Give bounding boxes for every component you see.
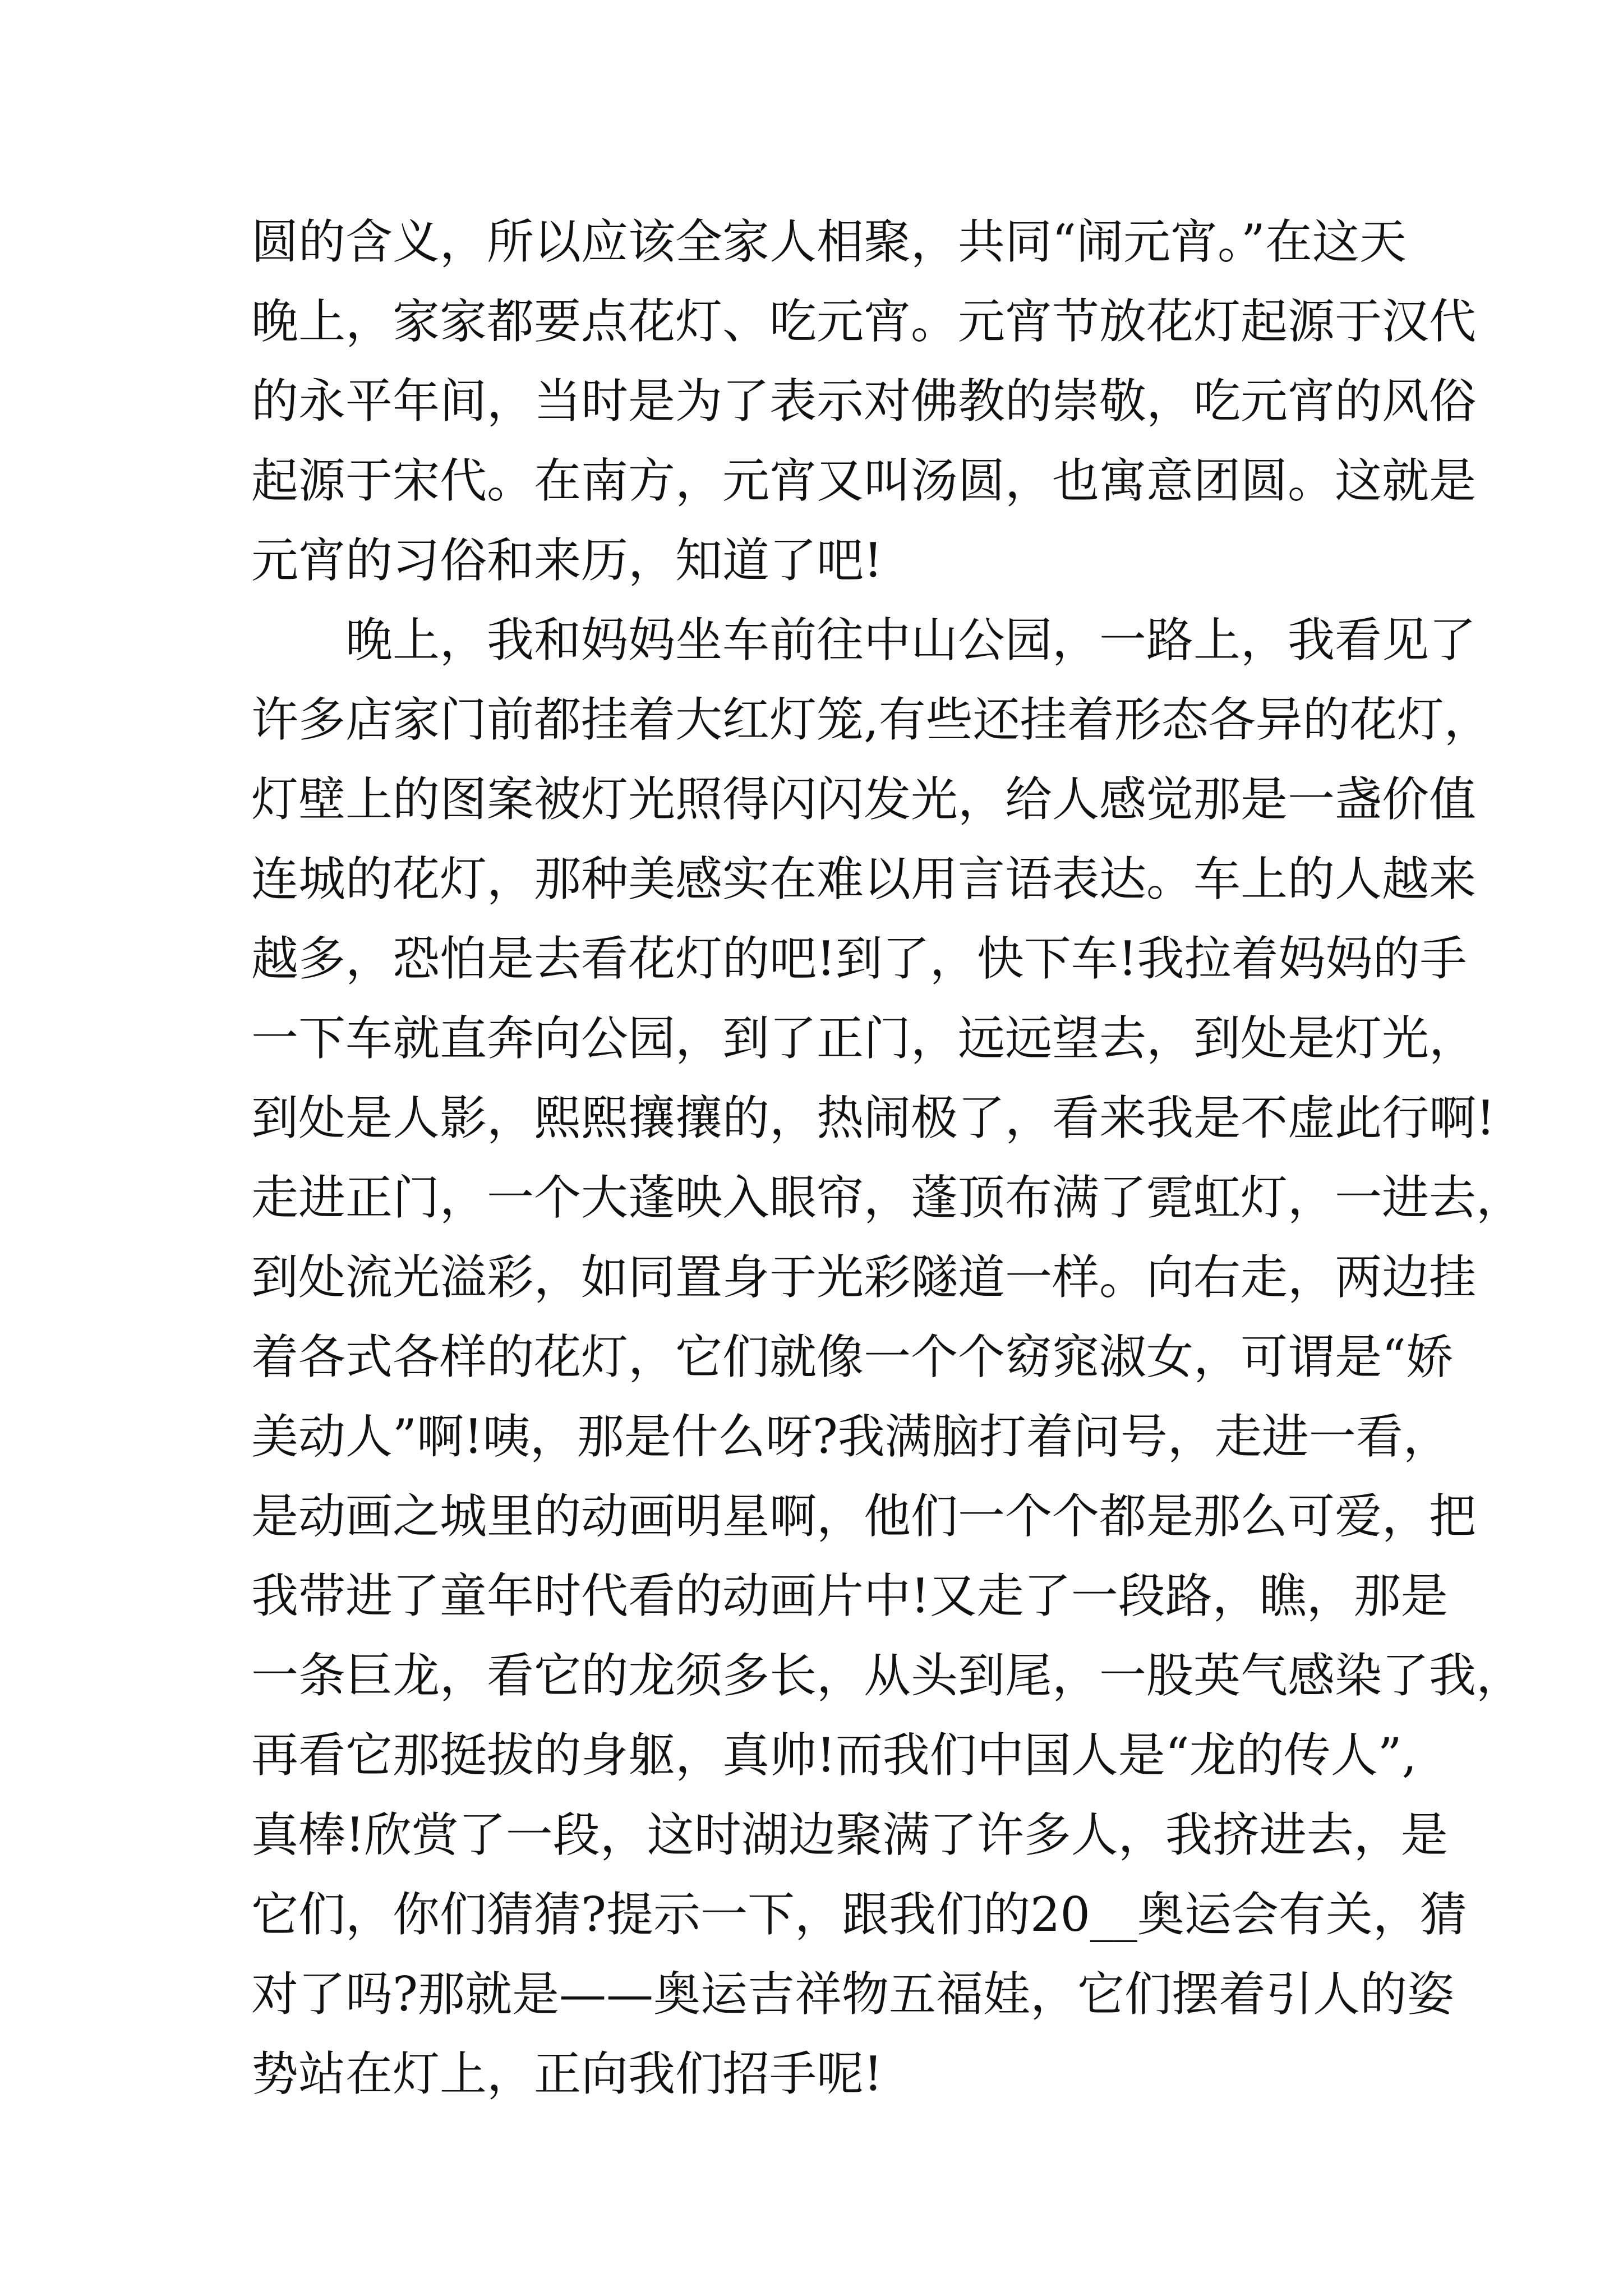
text-line: 势站在灯上，正向我们招手呢!: [251, 2046, 883, 2101]
text-line: 对了吗?那就是——奥运吉祥物五福娃，它们摆着引人的姿: [251, 1967, 1455, 2022]
text-line: 到处是人影，熙熙攘攘的，热闹极了，看来我是不虚此行啊!: [251, 1091, 1495, 1145]
document-body: [251, 202, 1524, 2114]
text-line: 一条巨龙，看它的龙须多长，从头到尾，一股英气感染了我，: [251, 1648, 1524, 1703]
text-line: 圆的含义，所以应该全家人相聚，共同“闹元宵。”在这天: [251, 214, 1407, 269]
text-line: 起源于宋代。在南方，元宵又叫汤圆，也寓意团圆。这就是: [251, 453, 1477, 508]
text-line: 元宵的习俗和来历，知道了吧!: [251, 533, 883, 588]
text-line: 是动画之城里的动画明星啊，他们一个个都是那么可爱，把: [251, 1489, 1477, 1544]
text-line: 到处流光溢彩，如同置身于光彩隧道一样。向右走，两边挂: [251, 1250, 1477, 1305]
text-line: 许多店家门前都挂着大红灯笼,有些还挂着形态各异的花灯，: [251, 692, 1491, 747]
text-line: 再看它那挺拔的身躯，真帅!而我们中国人是“龙的传人”,: [251, 1728, 1417, 1783]
text-line: 越多，恐怕是去看花灯的吧!到了，快下车!我拉着妈妈的手: [251, 931, 1467, 986]
text-line: 它们，你们猜猜?提示一下，跟我们的20__奥运会有关，猜: [251, 1887, 1467, 1942]
text-line: 的永平年间，当时是为了表示对佛教的崇敬，吃元宵的风俗: [251, 374, 1477, 429]
text-line: 一下车就直奔向公园，到了正门，远远望去，到处是灯光，: [251, 1011, 1477, 1066]
text-line: 美动人”啊!咦，那是什么呀?我满脑打着问号，走进一看，: [251, 1409, 1450, 1464]
text-line: 走进正门，一个大蓬映入眼帘，蓬顶布满了霓虹灯，一进去，: [251, 1170, 1524, 1225]
text-line: 着各式各样的花灯，它们就像一个个窈窕淑女，可谓是“娇: [251, 1329, 1453, 1384]
text-line: 连城的花灯，那种美感实在难以用言语表达。车上的人越来: [251, 852, 1477, 907]
text-line: 我带进了童年时代看的动画片中!又走了一段路，瞧，那是: [251, 1568, 1448, 1623]
text-line: 灯壁上的图案被灯光照得闪闪发光，给人感觉那是一盏价值: [251, 772, 1477, 827]
text-line: 真棒!欣赏了一段，这时湖边聚满了许多人，我挤进去，是: [251, 1807, 1448, 1862]
text-line: 晚上，家家都要点花灯、吃元宵。元宵节放花灯起源于汉代: [251, 294, 1477, 349]
paragraph-first-line: 晚上，我和妈妈坐车前往中山公园，一路上，我看见了: [345, 613, 1477, 668]
